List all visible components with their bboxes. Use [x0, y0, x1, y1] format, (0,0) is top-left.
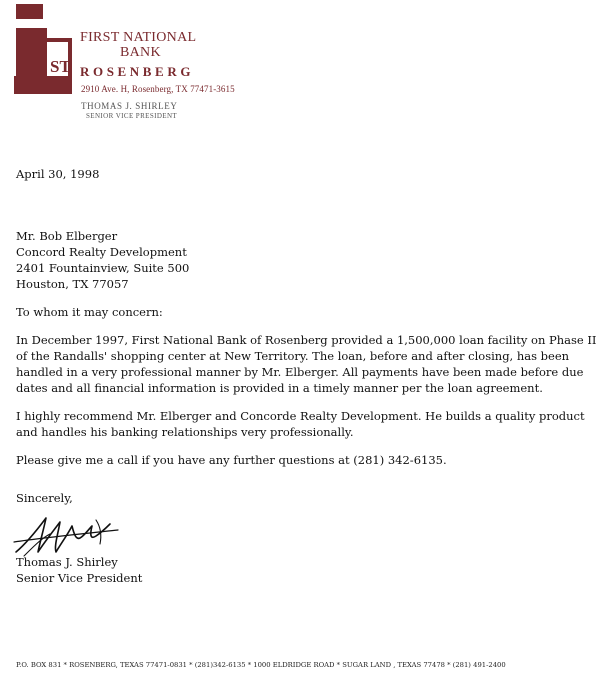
paragraph-contact: Please give me a call if you have any further questions at (281) 342-6135. — [16, 453, 447, 467]
recipient-company: Concord Realty Development — [16, 245, 187, 259]
signature-image — [10, 512, 130, 558]
letterhead — [14, 4, 274, 124]
salutation: To whom it may concern: — [16, 305, 163, 319]
paragraph-loan: In December 1997, First National Bank of Rosenberg provided a 1,500,000 loan facility on Phase II of the Randalls' shopping center at New Territory. The loan, before and after closing, has been handled in a very professional manner by Mr. Elberger. All payments have been made before due dates and all financial information is provided in a timely manner per the loan agreement. — [16, 333, 597, 395]
letter-body — [16, 166, 601, 586]
letterhead-footer: P.O. BOX 831 * ROSENBERG, TEXAS 77471-0831 * (281)342-6135 * 1000 ELDRIDGE ROAD * SUGAR LAND , TEXAS 77478 * (281) 491-2400 — [16, 661, 506, 669]
bank-name-line1: FIRST NATIONAL — [80, 30, 197, 45]
closing: Sincerely, — [16, 491, 73, 505]
letter-date: April 30, 1998 — [16, 167, 100, 181]
recipient-street: 2401 Fountainview, Suite 500 — [16, 261, 190, 275]
paragraph-recommendation: I highly recommend Mr. Elberger and Concorde Realty Development. He builds a quality product and handles his banking relationships very professionally. — [16, 409, 585, 439]
bank-city: ROSENBERG — [80, 64, 195, 79]
letterhead-officer-name: THOMAS J. SHIRLEY — [81, 101, 178, 111]
logo-st-text: ST — [50, 57, 71, 76]
letterhead-officer-title: SENIOR VICE PRESIDENT — [86, 112, 178, 120]
bank-name-line2: BANK — [120, 45, 161, 60]
signer-title: Senior Vice President — [16, 571, 143, 585]
bank-logo — [14, 4, 74, 98]
bank-address: 2910 Ave. H, Rosenberg, TX 77471-3615 — [81, 84, 235, 94]
bank-name — [80, 30, 196, 60]
recipient-city: Houston, TX 77057 — [16, 277, 129, 291]
signer-name: Thomas J. Shirley — [16, 555, 118, 569]
recipient-name: Mr. Bob Elberger — [16, 229, 118, 243]
recipient-address — [16, 228, 601, 292]
